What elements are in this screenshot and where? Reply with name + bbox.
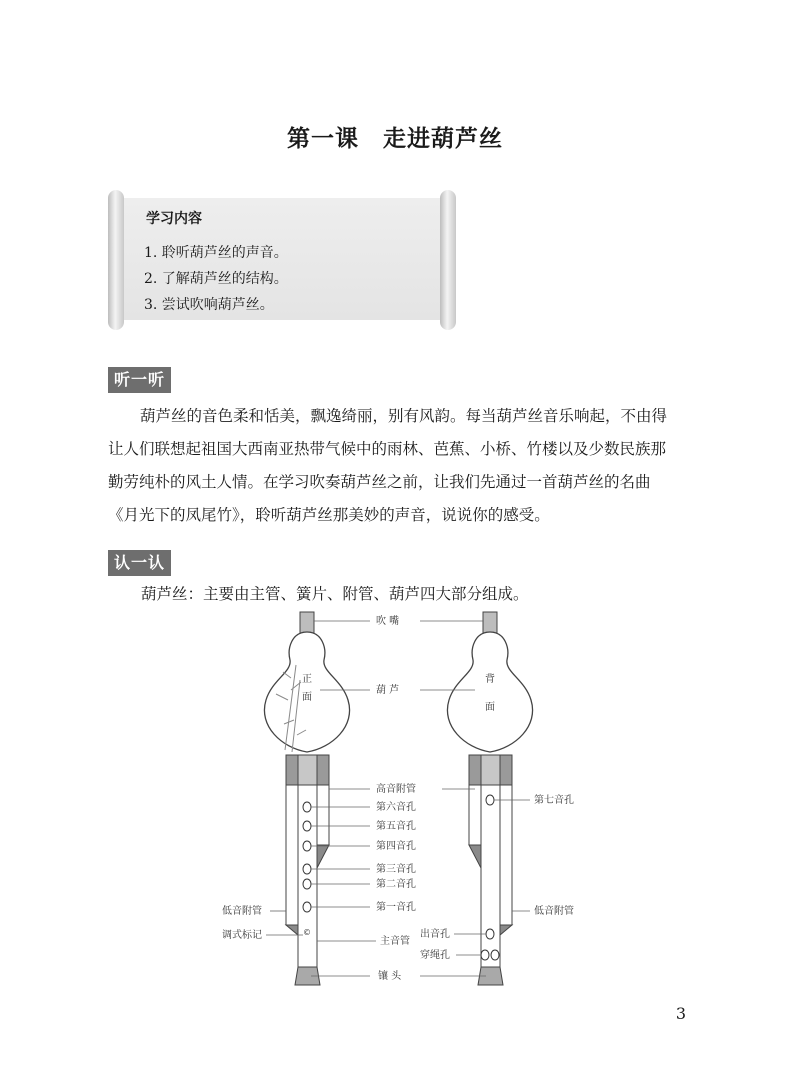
recognize-subtitle: 葫芦丝：主要由主管、簧片、附管、葫芦四大部分组成。 — [141, 585, 529, 603]
scroll-rod-right — [440, 190, 456, 330]
learning-item: 3. 尝试吹响葫芦丝。 — [144, 297, 274, 313]
back-label-2: 面 — [485, 702, 495, 713]
page-title: 第一课 走进葫芦丝 — [287, 126, 503, 152]
back-instrument — [447, 612, 532, 985]
label-rope-hole: 穿绳孔 — [420, 950, 450, 961]
svg-text:©: © — [303, 928, 311, 937]
learning-heading: 学习内容 — [146, 211, 202, 227]
label-low-pipe-right: 低音附管 — [534, 906, 574, 917]
label-hole2: 第二音孔 — [376, 879, 416, 890]
back-label-1: 背 — [485, 674, 495, 685]
label-tip: 镶 头 — [378, 971, 402, 982]
paragraph-line: 勤劳纯朴的风土人情。在学习吹奏葫芦丝之前，让我们先通过一首葫芦丝的名曲 — [108, 473, 651, 491]
learning-item: 1. 聆听葫芦丝的声音。 — [144, 245, 288, 261]
label-outlet: 出音孔 — [420, 929, 450, 940]
label-hole7: 第七音孔 — [534, 795, 574, 806]
section-heading-listen: 听一听 — [108, 367, 171, 393]
label-hole4: 第四音孔 — [376, 841, 416, 852]
listen-paragraph — [108, 400, 700, 532]
paragraph-line: 让人们联想起祖国大西南亚热带气候中的雨林、芭蕉、小桥、竹楼以及少数民族那 — [108, 440, 667, 458]
label-key-mark: 调式标记 — [222, 930, 262, 941]
label-mouthpiece: 吹 嘴 — [376, 616, 400, 627]
page-number: 3 — [675, 1004, 686, 1023]
scroll-rod-left — [108, 190, 124, 330]
label-gourd: 葫 芦 — [376, 685, 400, 696]
label-hole1: 第一音孔 — [376, 902, 416, 913]
label-hole5: 第五音孔 — [376, 821, 416, 832]
label-low-pipe-left: 低音附管 — [222, 906, 262, 917]
paragraph-line: 葫芦丝的音色柔和恬美，飘逸绮丽，别有风韵。每当葫芦丝音乐响起，不由得 — [140, 407, 668, 425]
front-label-1: 正 — [302, 674, 312, 685]
label-main-pipe: 主音管 — [380, 936, 410, 947]
learning-item: 2. 了解葫芦丝的结构。 — [144, 271, 288, 287]
learning-content-box — [108, 190, 456, 330]
front-instrument — [264, 612, 349, 985]
front-label-2: 面 — [302, 692, 312, 703]
hulusi-diagram — [0, 600, 790, 995]
section-heading-recognize: 认一认 — [108, 550, 171, 576]
label-high-pipe: 高音附管 — [376, 784, 416, 795]
paragraph-line: 《月光下的凤尾竹》，聆听葫芦丝那美妙的声音，说说你的感受。 — [108, 506, 550, 524]
label-hole6: 第六音孔 — [376, 802, 416, 813]
label-hole3: 第三音孔 — [376, 864, 416, 875]
